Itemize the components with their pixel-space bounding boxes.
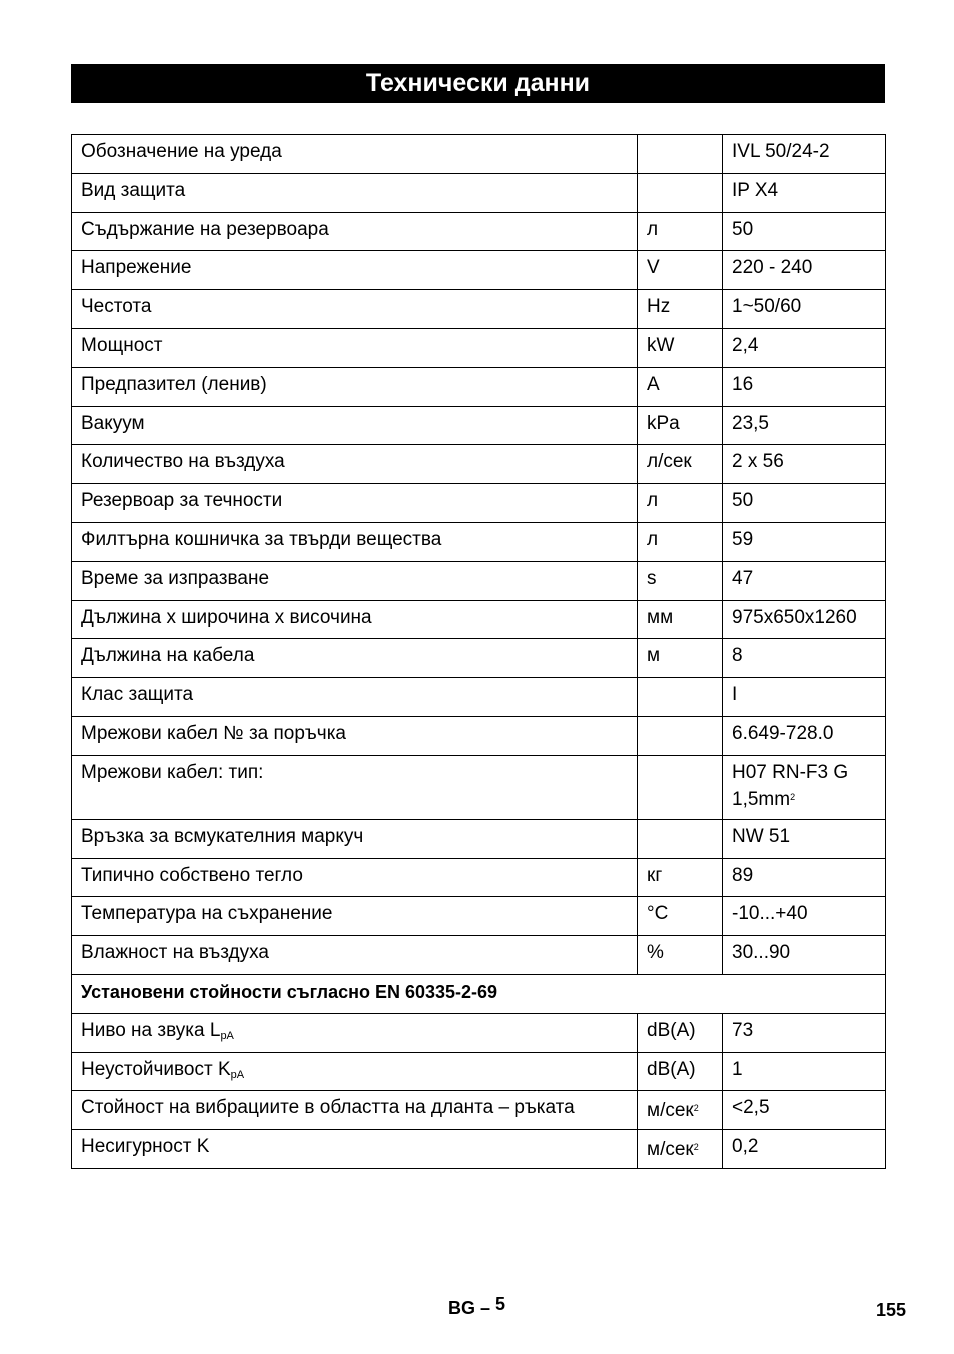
superscript: 2 — [693, 1103, 699, 1114]
row-unit: л/сек — [638, 445, 723, 484]
row-label: Количество на въздуха — [72, 445, 638, 484]
value-line-1: H07 RN-F3 G — [732, 761, 849, 783]
row-value: <2,5 — [723, 1091, 886, 1130]
row-unit: s — [638, 561, 723, 600]
row-value: 975x650x1260 — [723, 600, 886, 639]
row-unit: % — [638, 936, 723, 975]
row-unit: л — [638, 484, 723, 523]
table-row — [72, 936, 886, 975]
row-unit: Hz — [638, 290, 723, 329]
row-label: Филтърна кошничка за твърди вещества — [72, 522, 638, 561]
row-unit — [638, 135, 723, 174]
row-label: Съдържание на резервоара — [72, 212, 638, 251]
table-row — [72, 328, 886, 367]
row-label: Честота — [72, 290, 638, 329]
row-label: Мощност — [72, 328, 638, 367]
row-value: 59 — [723, 522, 886, 561]
row-label: Вид защита — [72, 173, 638, 212]
table-row — [72, 484, 886, 523]
row-unit: A — [638, 367, 723, 406]
footer-lang-code: BG – — [448, 1298, 491, 1318]
superscript: 2 — [693, 1142, 699, 1153]
row-label: Обозначение на уреда — [72, 135, 638, 174]
row-value: IP X4 — [723, 173, 886, 212]
row-unit: kPa — [638, 406, 723, 445]
row-value: NW 51 — [723, 819, 886, 858]
row-unit — [638, 173, 723, 212]
row-label: Температура на съхранение — [72, 897, 638, 936]
row-value: 2 x 56 — [723, 445, 886, 484]
technical-data-table — [71, 134, 886, 1169]
row-unit: л — [638, 212, 723, 251]
row-label: Стойност на вибрациите в областта на дланта – ръката — [72, 1091, 638, 1130]
table-row — [72, 1130, 886, 1169]
table-row — [72, 1052, 886, 1091]
subscript: pA — [230, 1068, 245, 1081]
row-unit — [638, 678, 723, 717]
row-value: 89 — [723, 858, 886, 897]
row-unit — [638, 716, 723, 755]
page-number: 155 — [876, 1300, 907, 1320]
row-label: Влажност на въздуха — [72, 936, 638, 975]
superscript: 2 — [790, 791, 796, 802]
row-label: Предпазител (ленив) — [72, 367, 638, 406]
row-unit: мм — [638, 600, 723, 639]
row-label: Резервоар за течности — [72, 484, 638, 523]
row-label — [72, 1013, 638, 1052]
row-unit: dB(A) — [638, 1013, 723, 1052]
table-row — [72, 1013, 886, 1052]
row-value — [723, 755, 886, 819]
row-label: Напрежение — [72, 251, 638, 290]
row-value: 8 — [723, 639, 886, 678]
table-row — [72, 858, 886, 897]
row-unit: м — [638, 639, 723, 678]
row-value: I — [723, 678, 886, 717]
row-label: Типично собствено тегло — [72, 858, 638, 897]
table-row — [72, 819, 886, 858]
row-unit: dB(A) — [638, 1052, 723, 1091]
row-label — [72, 1052, 638, 1091]
table-row — [72, 522, 886, 561]
footer-lang-page: 5 — [495, 1294, 506, 1314]
table-row — [72, 716, 886, 755]
table-row — [72, 367, 886, 406]
table-row — [72, 600, 886, 639]
row-unit — [638, 819, 723, 858]
value-line-2: 1,5mm — [732, 788, 791, 810]
row-value: 1 — [723, 1052, 886, 1091]
unit-text: м/сек — [647, 1100, 694, 1122]
table-row — [72, 897, 886, 936]
footer-language-page — [448, 1294, 506, 1319]
unit-text: м/сек — [647, 1139, 694, 1161]
row-value: 73 — [723, 1013, 886, 1052]
page-title: Технически данни — [71, 64, 885, 103]
row-unit: кг — [638, 858, 723, 897]
label-text: Ниво на звука L — [81, 1019, 221, 1041]
row-value: 50 — [723, 212, 886, 251]
row-unit: л — [638, 522, 723, 561]
row-value: 23,5 — [723, 406, 886, 445]
row-label: Връзка за всмукателния маркуч — [72, 819, 638, 858]
table-row — [72, 445, 886, 484]
section-heading-row — [72, 974, 886, 1013]
row-value: 0,2 — [723, 1130, 886, 1169]
table-row — [72, 135, 886, 174]
table-row — [72, 678, 886, 717]
table-row — [72, 212, 886, 251]
table-row — [72, 290, 886, 329]
row-unit: °C — [638, 897, 723, 936]
row-label: Мрежови кабел: тип: — [72, 755, 638, 819]
row-label: Дължина на кабела — [72, 639, 638, 678]
row-unit: V — [638, 251, 723, 290]
row-value: 2,4 — [723, 328, 886, 367]
row-label: Клас защита — [72, 678, 638, 717]
row-unit — [638, 1091, 723, 1130]
row-label: Несигурност K — [72, 1130, 638, 1169]
label-text: Неустойчивост K — [81, 1058, 231, 1080]
row-label: Вакуум — [72, 406, 638, 445]
row-unit — [638, 755, 723, 819]
table-row — [72, 251, 886, 290]
table-row — [72, 639, 886, 678]
row-value: 47 — [723, 561, 886, 600]
table-row — [72, 561, 886, 600]
subscript: pA — [220, 1029, 234, 1042]
table-row — [72, 755, 886, 819]
table-row — [72, 406, 886, 445]
row-value: 6.649-728.0 — [723, 716, 886, 755]
row-value: 1~50/60 — [723, 290, 886, 329]
row-unit: kW — [638, 328, 723, 367]
table-row — [72, 173, 886, 212]
row-value: 220 - 240 — [723, 251, 886, 290]
row-value: 50 — [723, 484, 886, 523]
row-label: Дължина х широчина х височина — [72, 600, 638, 639]
row-label: Време за изпразване — [72, 561, 638, 600]
row-unit — [638, 1130, 723, 1169]
section-heading: Установени стойности съгласно EN 60335-2-69 — [72, 974, 886, 1013]
row-value: IVL 50/24-2 — [723, 135, 886, 174]
table-row — [72, 1091, 886, 1130]
row-value: 30...90 — [723, 936, 886, 975]
row-value: 16 — [723, 367, 886, 406]
row-value: -10...+40 — [723, 897, 886, 936]
row-label: Мрежови кабел № за поръчка — [72, 716, 638, 755]
